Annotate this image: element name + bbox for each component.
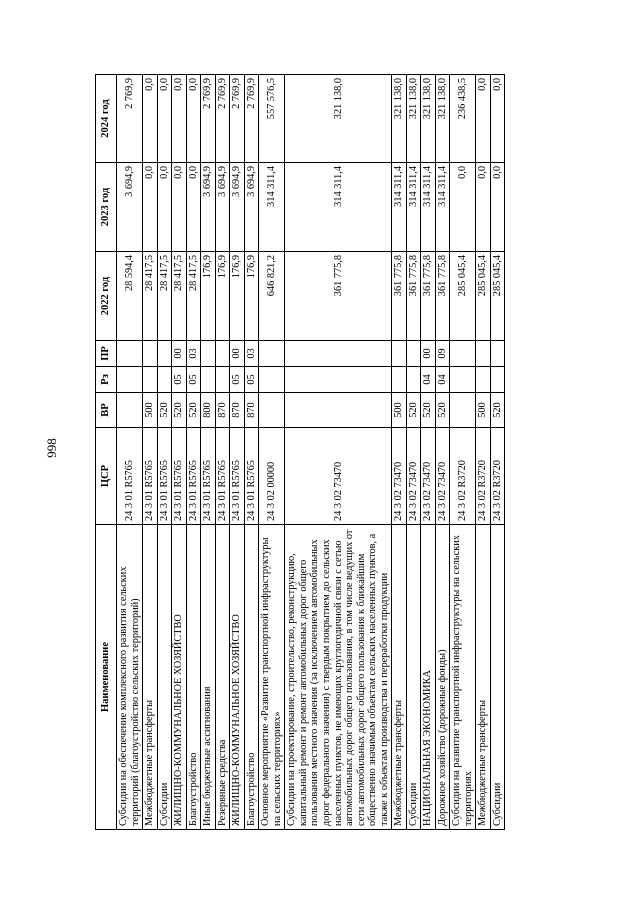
cell-2023: 3 694,9 [215,163,230,252]
cell-vr [259,393,285,428]
cell-2023: 3 694,9 [117,163,143,252]
cell-2024: 2 769,9 [244,75,259,163]
cell-2022: 361 775,8 [435,252,450,341]
cell-csr: 24 3 01 R5765 [201,428,216,525]
cell-name: Благоустройство [244,525,259,830]
cell-name: Субсидии [406,525,421,830]
budget-table-container [95,75,610,830]
cell-rz [215,367,230,393]
cell-pr [490,341,505,367]
cell-2024: 2 769,9 [215,75,230,163]
cell-2022: 28 594,4 [117,252,143,341]
table-row [450,75,476,830]
cell-pr: 09 [435,341,450,367]
cell-2024: 0,0 [476,75,491,163]
cell-rz: 04 [421,367,436,393]
header-name: Наименование [96,525,117,830]
cell-2024: 0,0 [490,75,505,163]
page-number: 998 [44,438,59,458]
cell-csr: 24 3 02 00000 [259,428,285,525]
cell-2022: 285 045,4 [490,252,505,341]
cell-name: Дорожное хозяйство (дорожные фонды) [435,525,450,830]
cell-name: Межбюджетные трансферты [392,525,407,830]
cell-vr: 520 [157,393,172,428]
cell-rz [143,367,158,393]
cell-rz [406,367,421,393]
table-row [435,75,450,830]
cell-2022: 646 821,2 [259,252,285,341]
budget-table [95,74,505,830]
cell-csr: 24 3 01 R5765 [157,428,172,525]
table-row [490,75,505,830]
cell-vr: 870 [244,393,259,428]
cell-csr: 24 3 02 73470 [421,428,436,525]
cell-2023: 0,0 [186,163,201,252]
cell-name: Благоустройство [186,525,201,830]
header-2023: 2023 год [96,163,117,252]
cell-rz [117,367,143,393]
cell-2023: 3 694,9 [201,163,216,252]
cell-2023: 314 311,4 [259,163,285,252]
cell-2023: 3 694,9 [230,163,245,252]
cell-rz [201,367,216,393]
cell-2022: 361 775,8 [421,252,436,341]
cell-csr: 24 3 02 73470 [285,428,392,525]
cell-csr: 24 3 01 R5765 [230,428,245,525]
table-row [421,75,436,830]
cell-2022: 28 417,5 [186,252,201,341]
cell-vr: 870 [230,393,245,428]
table-body [117,75,505,830]
cell-2024: 2 769,9 [201,75,216,163]
cell-2024: 2 769,9 [117,75,143,163]
cell-name: НАЦИОНАЛЬНАЯ ЭКОНОМИКА [421,525,436,830]
cell-rz: 04 [435,367,450,393]
cell-vr: 520 [186,393,201,428]
header-rz: Рз [96,367,117,393]
cell-pr [143,341,158,367]
cell-2022: 176,9 [230,252,245,341]
cell-2023: 0,0 [143,163,158,252]
table-row [392,75,407,830]
cell-2024: 557 576,5 [259,75,285,163]
cell-pr [259,341,285,367]
cell-2023: 314 311,4 [285,163,392,252]
header-pr: ПР [96,341,117,367]
table-row [143,75,158,830]
cell-csr: 24 3 02 73470 [392,428,407,525]
cell-vr: 520 [435,393,450,428]
cell-csr: 24 3 02 73470 [406,428,421,525]
cell-2024: 321 138,0 [435,75,450,163]
table-row [157,75,172,830]
cell-pr: 03 [186,341,201,367]
cell-name: ЖИЛИЩНО-КОММУНАЛЬНОЕ ХОЗЯЙСТВО [230,525,245,830]
table-row [172,75,187,830]
table-row [201,75,216,830]
cell-csr: 24 3 01 R5765 [143,428,158,525]
cell-2022: 176,9 [215,252,230,341]
cell-pr [117,341,143,367]
cell-2022: 285 045,4 [476,252,491,341]
cell-2022: 285 045,4 [450,252,476,341]
table-row [476,75,491,830]
cell-pr: 00 [230,341,245,367]
cell-rz: 05 [244,367,259,393]
cell-2023: 314 311,4 [435,163,450,252]
cell-name: Субсидии [490,525,505,830]
cell-pr [406,341,421,367]
cell-rz [450,367,476,393]
table-row [117,75,143,830]
cell-rz: 05 [186,367,201,393]
cell-2023: 0,0 [172,163,187,252]
rotated-table-frame [95,75,610,830]
cell-vr [285,393,392,428]
table-row [406,75,421,830]
cell-vr: 520 [490,393,505,428]
cell-2024: 321 138,0 [421,75,436,163]
cell-rz [490,367,505,393]
cell-2024: 2 769,9 [230,75,245,163]
cell-name: ЖИЛИЩНО-КОММУНАЛЬНОЕ ХОЗЯЙСТВО [172,525,187,830]
cell-vr: 500 [143,393,158,428]
cell-csr: 24 3 01 R5765 [172,428,187,525]
cell-name: Межбюджетные трансферты [476,525,491,830]
cell-csr: 24 3 01 R5765 [186,428,201,525]
cell-2024: 0,0 [143,75,158,163]
cell-pr [450,341,476,367]
cell-csr: 24 3 02 R3720 [450,428,476,525]
table-header-row [96,75,117,830]
cell-vr: 520 [421,393,436,428]
header-2024: 2024 год [96,75,117,163]
table-row [215,75,230,830]
cell-2023: 0,0 [476,163,491,252]
cell-2024: 236 438,5 [450,75,476,163]
cell-vr: 520 [406,393,421,428]
cell-2022: 176,9 [244,252,259,341]
table-row [285,75,392,830]
table-row [186,75,201,830]
cell-pr: 00 [421,341,436,367]
cell-rz: 05 [230,367,245,393]
cell-csr: 24 3 01 R5765 [117,428,143,525]
cell-vr [117,393,143,428]
cell-pr [476,341,491,367]
cell-name: Субсидии [157,525,172,830]
cell-2024: 0,0 [172,75,187,163]
cell-2023: 314 311,4 [421,163,436,252]
cell-vr: 500 [392,393,407,428]
cell-name: Субсидии на проектирование, строительство, реконструкцию, капитальный ремонт и ремонт автомобильных дорог общего пользования местного значения (за исключением автомобильных дорог федерального значения) с твердым покрытием до сельских населенных пунктов, не имеющих круглогодичной связи с сетью автомобильных дорог общего пользования, в том числе ведущих от сети автомобильных дорог общего пользования к ближайшим общественно значимым объектам сельских населенных пунктов, а также к объектам производства и переработки продукции [285,525,392,830]
cell-2022: 361 775,8 [406,252,421,341]
cell-rz [157,367,172,393]
cell-pr [157,341,172,367]
cell-2023: 0,0 [450,163,476,252]
table-row [230,75,245,830]
header-csr: ЦСР [96,428,117,525]
cell-2024: 0,0 [157,75,172,163]
cell-pr [215,341,230,367]
cell-pr [285,341,392,367]
cell-pr [201,341,216,367]
cell-2024: 321 138,0 [285,75,392,163]
cell-2022: 28 417,5 [157,252,172,341]
header-vr: ВР [96,393,117,428]
table-row [244,75,259,830]
cell-rz [285,367,392,393]
header-2022: 2022 год [96,252,117,341]
cell-rz [259,367,285,393]
cell-name: Субсидии на обеспечение комплексного развития сельских территорий (благоустройство сельских территорий) [117,525,143,830]
cell-2024: 321 138,0 [406,75,421,163]
cell-vr: 800 [201,393,216,428]
cell-name: Основное мероприятие «Развитие транспортной инфраструктуры на сельских территориях» [259,525,285,830]
cell-vr: 500 [476,393,491,428]
cell-csr: 24 3 02 73470 [435,428,450,525]
cell-rz: 05 [172,367,187,393]
cell-csr: 24 3 01 R5765 [244,428,259,525]
cell-vr [450,393,476,428]
table-row [259,75,285,830]
cell-name: Резервные средства [215,525,230,830]
cell-pr [392,341,407,367]
cell-name: Иные бюджетные ассигнования [201,525,216,830]
cell-2022: 28 417,5 [172,252,187,341]
cell-csr: 24 3 02 R3720 [490,428,505,525]
cell-2023: 314 311,4 [392,163,407,252]
cell-vr: 870 [215,393,230,428]
cell-2022: 361 775,8 [392,252,407,341]
cell-2023: 0,0 [157,163,172,252]
cell-vr: 520 [172,393,187,428]
cell-name: Субсидии на развитие транспортной инфраструктуры на сельских территориях [450,525,476,830]
cell-rz [392,367,407,393]
cell-2023: 0,0 [490,163,505,252]
cell-pr: 00 [172,341,187,367]
cell-rz [476,367,491,393]
cell-2022: 28 417,5 [143,252,158,341]
cell-2023: 314 311,4 [406,163,421,252]
cell-pr: 03 [244,341,259,367]
cell-2022: 176,9 [201,252,216,341]
cell-2022: 361 775,8 [285,252,392,341]
cell-2024: 321 138,0 [392,75,407,163]
cell-name: Межбюджетные трансферты [143,525,158,830]
cell-2023: 3 694,9 [244,163,259,252]
cell-csr: 24 3 02 R3720 [476,428,491,525]
cell-2024: 0,0 [186,75,201,163]
cell-csr: 24 3 01 R5765 [215,428,230,525]
